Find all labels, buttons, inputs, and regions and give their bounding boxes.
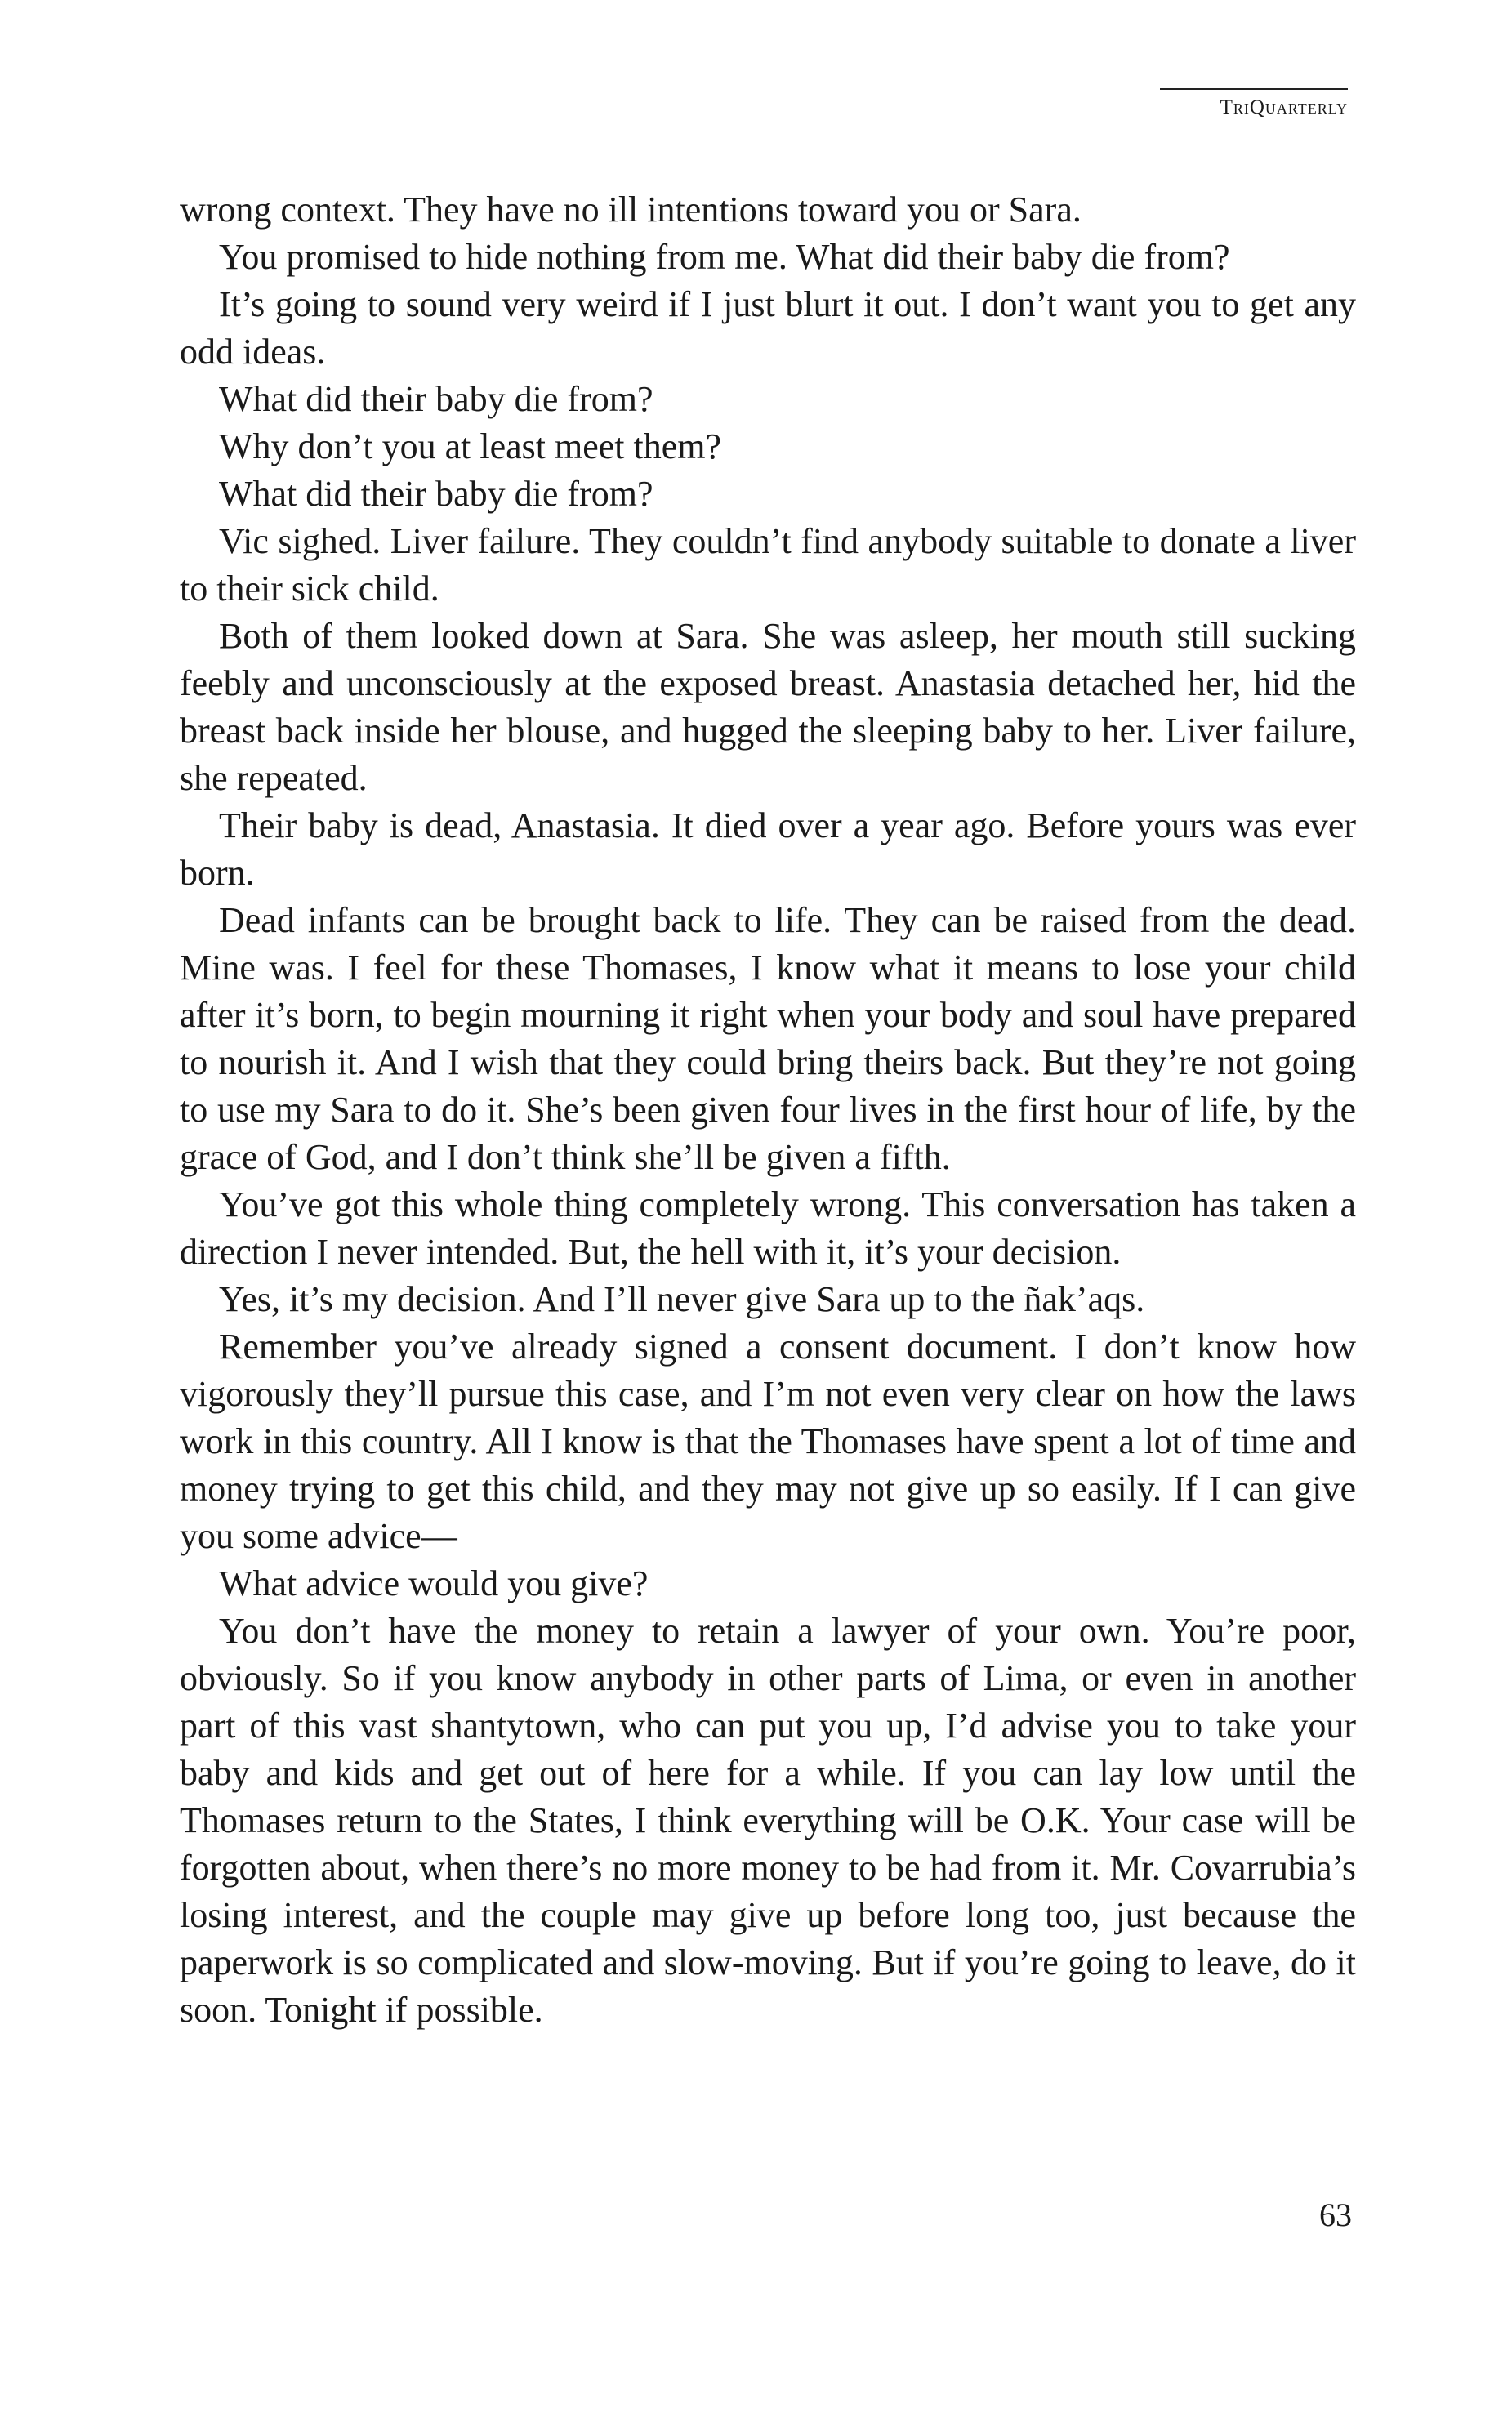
paragraph: Their baby is dead, Anastasia. It died over a year ago. Before yours was ever born.: [180, 805, 1356, 893]
page-number: 63: [1319, 2196, 1352, 2233]
paragraph: What advice would you give?: [219, 1563, 649, 1603]
running-head: TriQuarterly: [1160, 88, 1348, 119]
paragraph: Remember you’ve already signed a consent document. I don’t know how vigorously they’ll pursue this case, and I’m not even very clear on how the laws work in this country. All I know is that the Thomases have spent a lot of time and money trying to get this child, and they may not give up so easily. If I can give you some advice—: [180, 1327, 1356, 1556]
paragraph: Vic sighed. Liver failure. They couldn’t find anybody suitable to donate a liver to their sick child.: [180, 521, 1356, 609]
paragraph: It’s going to sound very weird if I just blurt it out. I don’t want you to get any odd ideas.: [180, 284, 1356, 372]
paragraph: Dead infants can be brought back to life. They can be raised from the dead. Mine was. I feel for these Thomases, I know what it means to lose your child after it’s born, to begin mourning it right when your body and soul have prepared to nourish it. And I wish that they could bring theirs back. But they’re not going to use my Sara to do it. She’s been given four lives in the first hour of life, by the grace of God, and I don’t think she’ll be given a fifth.: [180, 900, 1356, 1177]
paragraph: wrong context. They have no ill intentions toward you or Sara.: [180, 190, 1082, 230]
paragraph: What did their baby die from?: [219, 474, 653, 514]
paragraph: Yes, it’s my decision. And I’ll never give Sara up to the ñak’aqs.: [219, 1279, 1145, 1319]
paragraph: Both of them looked down at Sara. She was asleep, her mouth still sucking feebly and unconsciously at the exposed breast. Anastasia detached her, hid the breast back inside her blouse, and hugged the sleeping baby to her. Liver failure, she repeated.: [180, 616, 1356, 798]
paragraph: What did their baby die from?: [219, 379, 653, 419]
paragraph: You don’t have the money to retain a lawyer of your own. You’re poor, obviously. So if you know anybody in other parts of Lima, or even in another part of this vast shantytown, who can put you up, I’d advise you to take your baby and kids and get out of here for a while. If you can lay low until the Thomases return to the States, I think everything will be O.K. Your case will be forgotten about, when there’s no more money to be had from it. Mr. Covarrubia’s losing interest, and the couple may give up before long too, just because the paperwork is so complicated and slow-moving. But if you’re going to leave, do it soon. Tonight if possible.: [180, 1611, 1356, 2030]
paragraph: Why don’t you at least meet them?: [219, 426, 722, 466]
paragraph: You’ve got this whole thing completely wrong. This conversation has taken a direction I never intended. But, the hell with it, it’s your decision.: [180, 1184, 1356, 1272]
body-text: [180, 186, 1356, 2034]
paragraph: You promised to hide nothing from me. What did their baby die from?: [219, 237, 1230, 277]
